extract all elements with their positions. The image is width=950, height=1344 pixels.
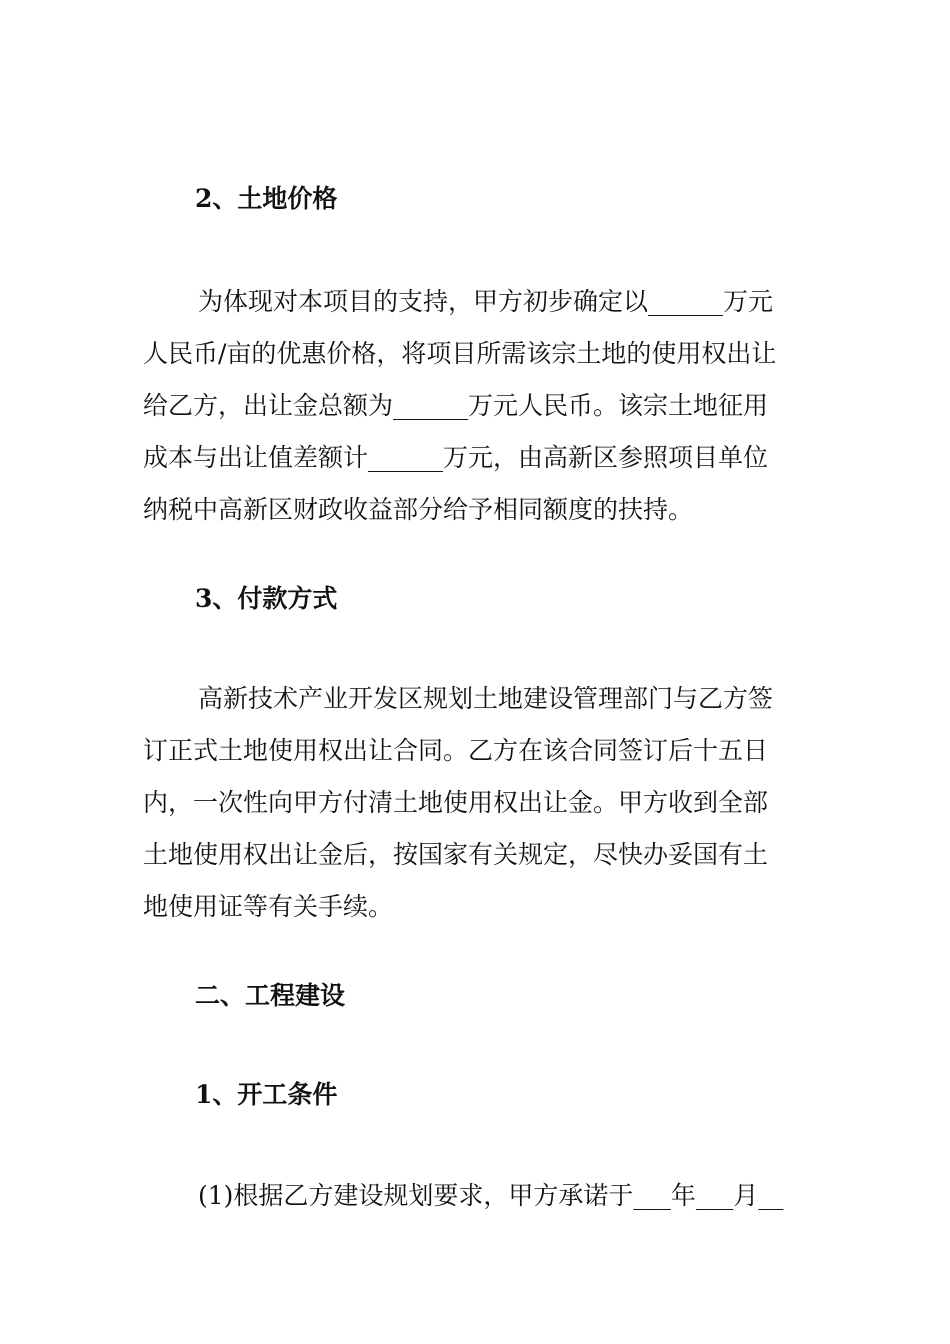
paragraph-line: 给乙方，出让金总额为______万元人民币。该宗土地征用	[143, 391, 769, 420]
paragraph-start-conditions	[143, 1170, 808, 1222]
heading-start-conditions: 1、开工条件	[195, 1080, 338, 1109]
paragraph-line: 内，一次性向甲方付清土地使用权出让金。甲方收到全部	[143, 788, 769, 817]
paragraph-payment	[143, 673, 808, 933]
paragraph-line: 纳税中高新区财政收益部分给予相同额度的扶持。	[143, 495, 694, 524]
heading-land-price: 2、土地价格	[195, 184, 338, 213]
paragraph-line: 地使用证等有关手续。	[143, 892, 394, 921]
paragraph-line: (1)根据乙方建设规划要求，甲方承诺于___年___月__	[198, 1181, 784, 1210]
paragraph-line: 为体现对本项目的支持，甲方初步确定以______万元	[198, 287, 774, 316]
paragraph-line: 订正式土地使用权出让合同。乙方在该合同签订后十五日	[143, 736, 769, 765]
heading-construction: 二、工程建设	[195, 981, 346, 1010]
paragraph-line: 土地使用权出让金后，按国家有关规定，尽快办妥国有土	[143, 840, 769, 869]
paragraph-land-price	[143, 276, 808, 536]
paragraph-line: 成本与出让值差额计______万元，由高新区参照项目单位	[143, 443, 769, 472]
paragraph-line: 高新技术产业开发区规划土地建设管理部门与乙方签	[198, 684, 774, 713]
paragraph-line: 人民币/亩的优惠价格，将项目所需该宗土地的使用权出让	[143, 339, 777, 368]
heading-payment: 3、付款方式	[195, 584, 338, 613]
